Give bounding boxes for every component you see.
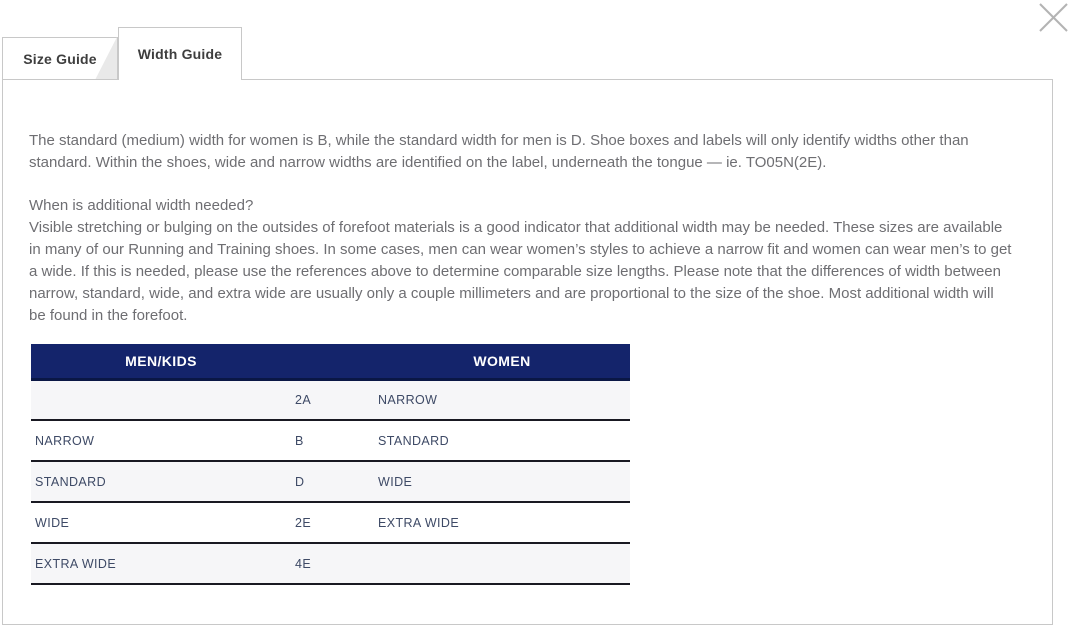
cell-code: 2A (291, 379, 374, 420)
table-row (31, 420, 630, 461)
cell-code: B (291, 420, 374, 461)
tab-size-guide[interactable] (2, 37, 118, 80)
cell-women: EXTRA WIDE (374, 502, 630, 543)
close-button[interactable] (1036, 1, 1070, 35)
intro-paragraph: The standard (medium) width for women is B, while the standard width for men is D. Shoe boxes and labels will only identify widths other than standard. Within the shoes, wide and narrow widths are identified on the label, underneath the tongue — ie. TO05N(2E). (29, 132, 969, 171)
tab-width-guide-label: Width Guide (137, 46, 223, 62)
cell-men: NARROW (31, 420, 291, 461)
width-conversion-table (31, 344, 630, 585)
header-men-kids: MEN/KIDS (31, 344, 291, 379)
table-row (31, 543, 630, 584)
cell-men: EXTRA WIDE (31, 543, 291, 584)
table-row (31, 379, 630, 420)
cell-code: 2E (291, 502, 374, 543)
close-icon (1036, 1, 1070, 35)
cell-women: WIDE (374, 461, 630, 502)
additional-width-section (29, 195, 1012, 327)
additional-width-body: Visible stretching or bulging on the outsides of forefoot materials is a good indicator that additional width may be needed. These sizes are available in many of our Running and Training shoes. In some cases, men can wear women’s styles to achieve a narrow fit and women can wear men’s to get a wide. If this is needed, please use the references above to determine comparable size lengths. Please note that the differences of width between narrow, standard, wide, and extra wide are usually only a couple millimeters and are proportional to the size of the shoe. Most additional width will be found in the forefoot. (29, 219, 1012, 324)
cell-women: NARROW (374, 379, 630, 420)
cell-men (31, 379, 291, 420)
tab-width-guide[interactable] (118, 27, 242, 80)
table-row (31, 461, 630, 502)
tab-size-guide-label: Size Guide (23, 51, 97, 67)
table-header-row (31, 344, 630, 379)
cell-women: STANDARD (374, 420, 630, 461)
cell-men: WIDE (31, 502, 291, 543)
tab-fold-corner (95, 37, 117, 80)
header-women: WOMEN (374, 344, 630, 379)
width-guide-panel (2, 79, 1053, 625)
cell-code: 4E (291, 543, 374, 584)
additional-width-heading: When is additional width needed? (29, 197, 254, 214)
cell-code: D (291, 461, 374, 502)
header-code (291, 344, 374, 379)
table-row (31, 502, 630, 543)
cell-women (374, 543, 630, 584)
cell-men: STANDARD (31, 461, 291, 502)
